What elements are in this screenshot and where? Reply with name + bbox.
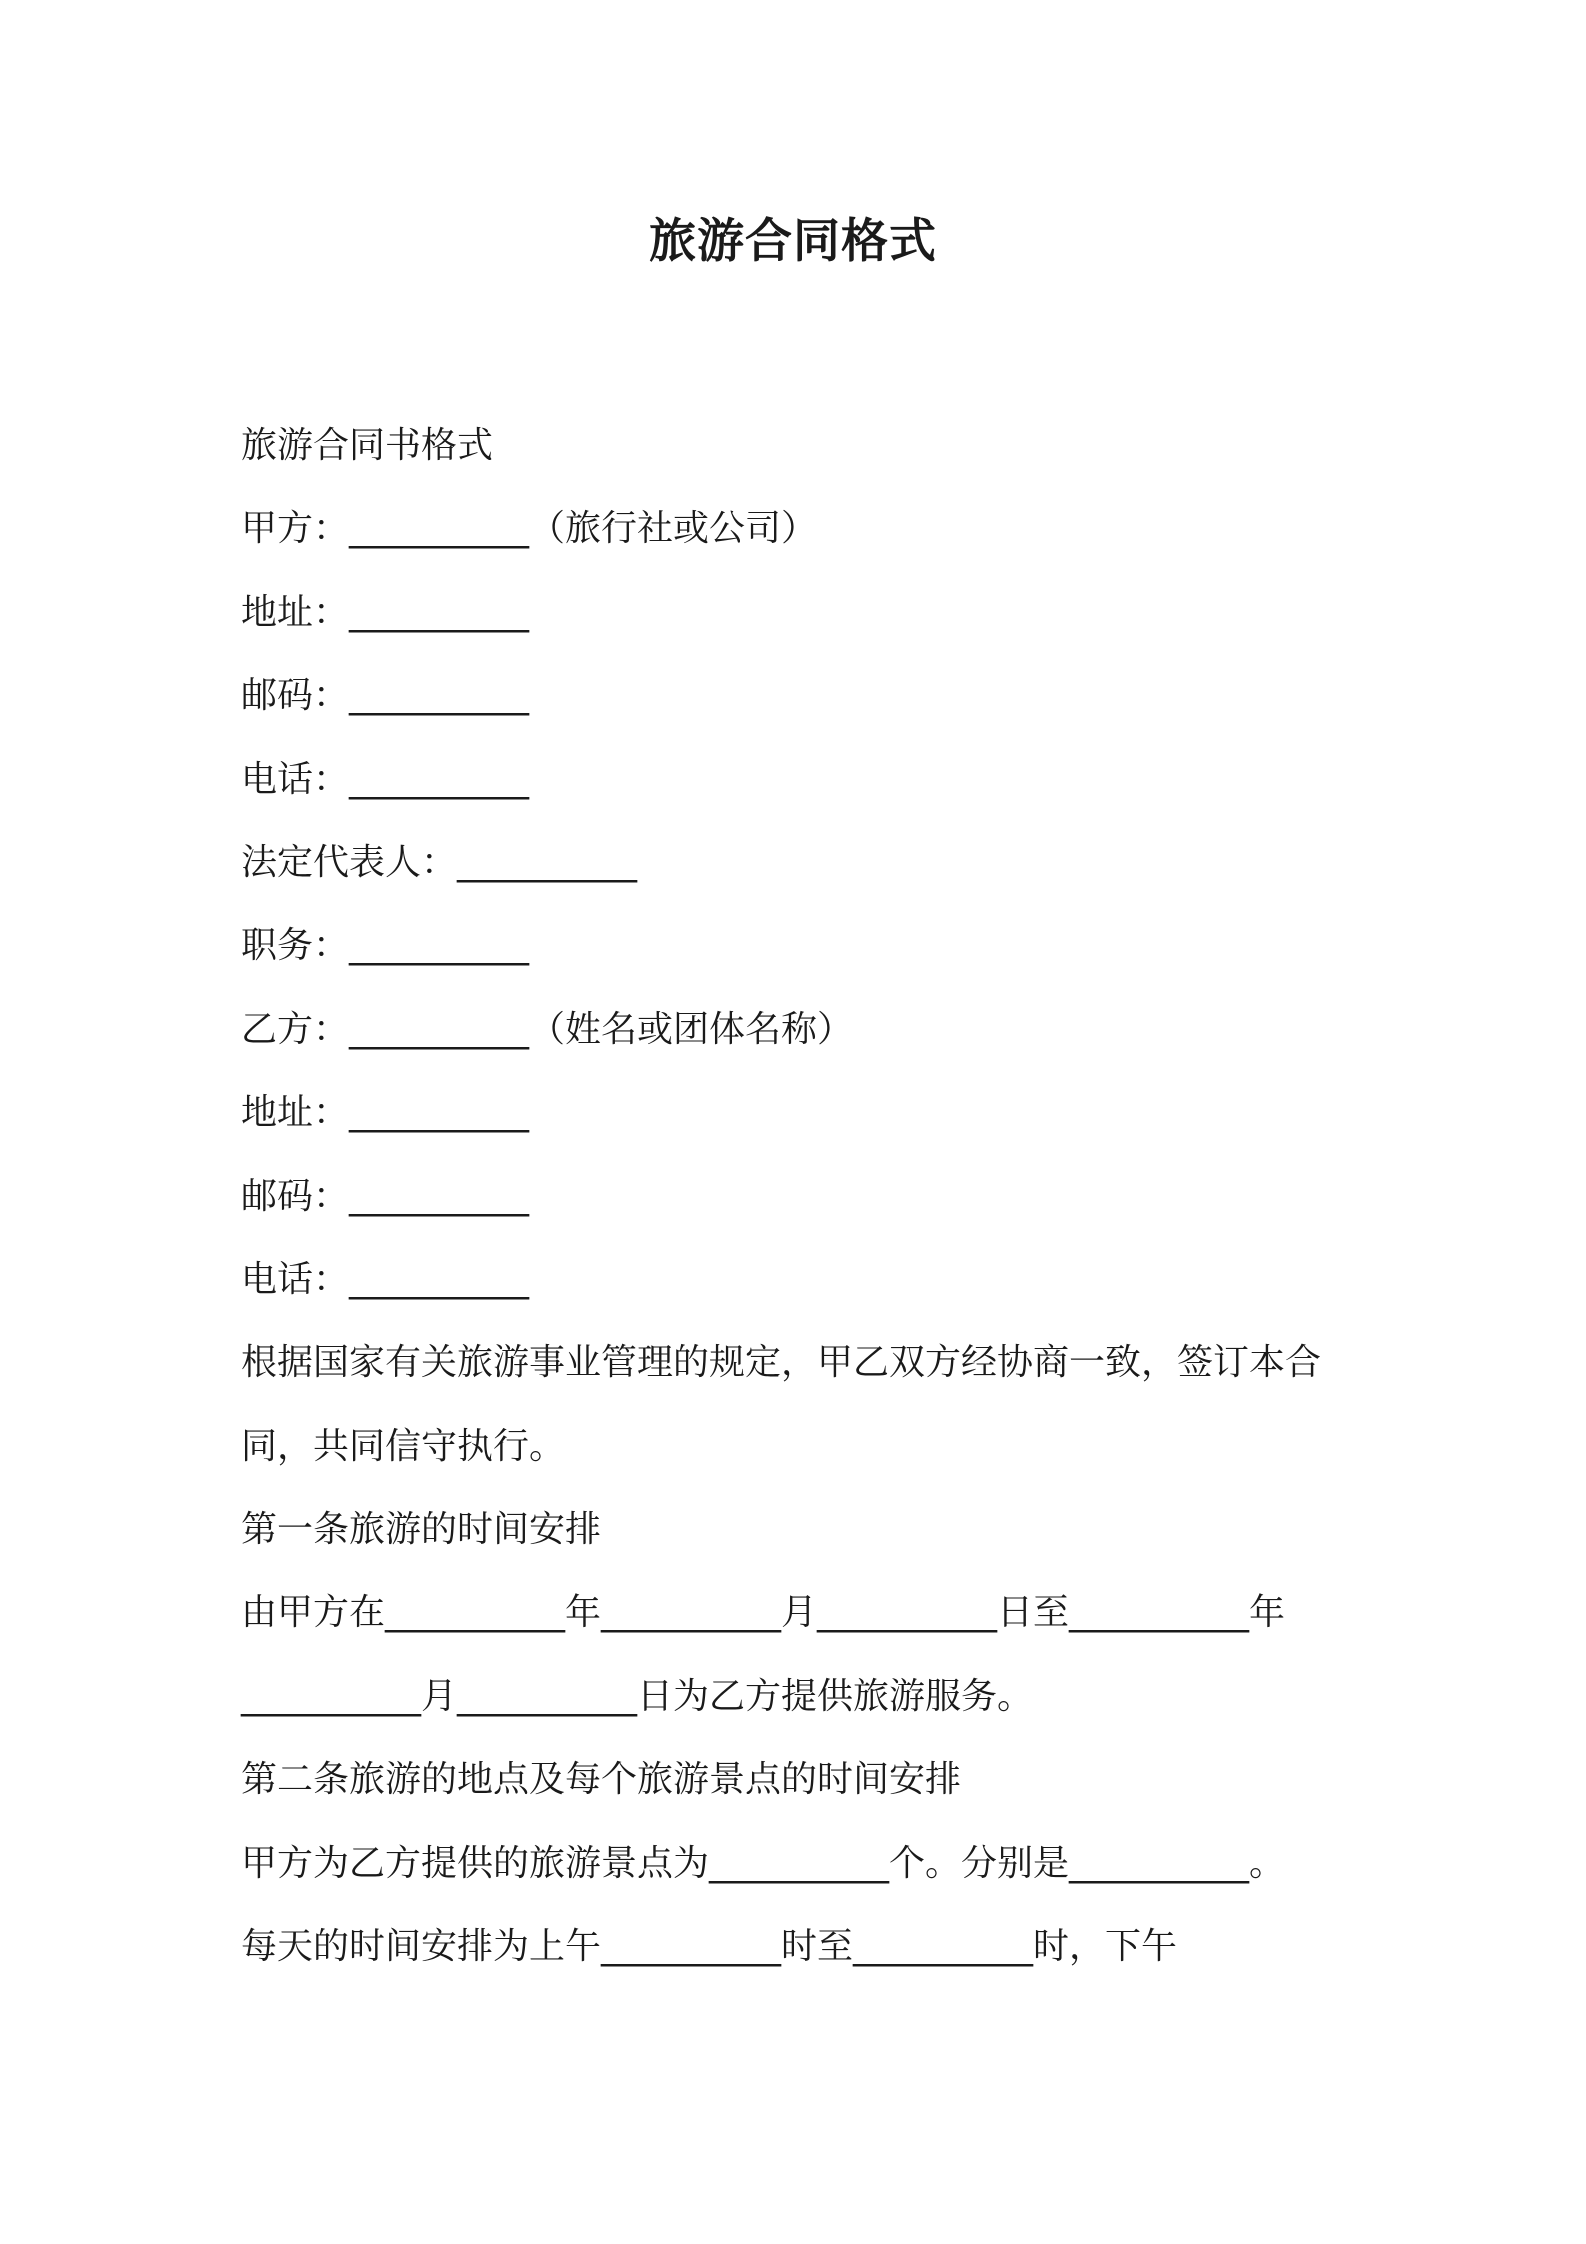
party-a-postcode-line: 邮码：__________ bbox=[241, 675, 530, 717]
party-b-address-line: 地址：__________ bbox=[241, 1092, 530, 1134]
party-b-line: 乙方：__________（姓名或团体名称） bbox=[241, 1008, 854, 1050]
article-1-line-2: __________月__________日为乙方提供旅游服务。 bbox=[241, 1675, 1034, 1717]
article-2-heading: 第二条旅游的地点及每个旅游景点的时间安排 bbox=[241, 1759, 962, 1801]
article-1-line-1: 由甲方在__________年__________月__________日至__________年 bbox=[241, 1592, 1286, 1634]
document-title: 旅游合同格式 bbox=[649, 214, 937, 269]
preamble-line-1: 根据国家有关旅游事业管理的规定，甲乙双方经协商一致，签订本合 bbox=[241, 1342, 1322, 1384]
article-1-heading: 第一条旅游的时间安排 bbox=[241, 1509, 602, 1551]
subtitle-line: 旅游合同书格式 bbox=[241, 425, 494, 466]
preamble-line-2: 同，共同信守执行。 bbox=[241, 1425, 566, 1467]
legal-representative-line: 法定代表人：__________ bbox=[241, 841, 638, 883]
party-b-phone-line: 电话：__________ bbox=[241, 1258, 530, 1300]
party-a-phone-line: 电话：__________ bbox=[241, 758, 530, 800]
article-2-line-1: 甲方为乙方提供的旅游景点为__________个。分别是__________。 bbox=[241, 1842, 1286, 1884]
party-a-line: 甲方：__________（旅行社或公司） bbox=[241, 508, 818, 550]
article-2-line-2: 每天的时间安排为上午__________时至__________时，下午 bbox=[241, 1926, 1178, 1968]
position-line: 职务：__________ bbox=[241, 925, 530, 967]
party-b-postcode-line: 邮码：__________ bbox=[241, 1175, 530, 1217]
document-body bbox=[241, 404, 1361, 1988]
party-a-address-line: 地址：__________ bbox=[241, 591, 530, 633]
